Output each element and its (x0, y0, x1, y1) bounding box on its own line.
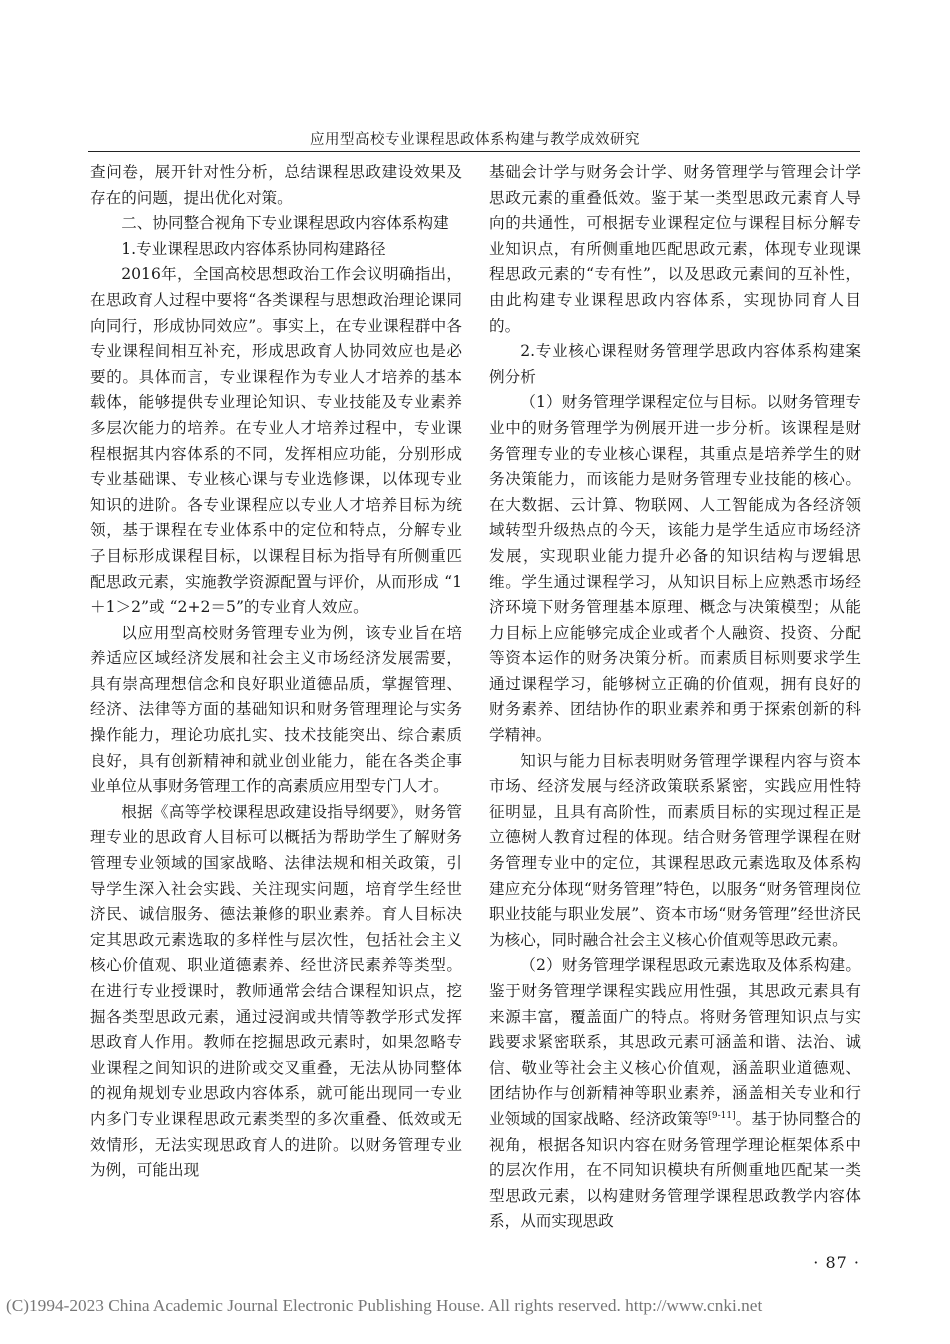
section-heading: 二、协同整合视角下专业课程思政内容体系构建 (121, 214, 449, 233)
paragraph-with-citation (489, 953, 861, 1235)
page-number: · 87 · (813, 1253, 860, 1272)
paragraph: 以应用型高校财务管理专业为例，该专业旨在培养适应区域经济发展和社会主义市场经济发展需要，具有崇高理想信念和良好职业道德品质，掌握管理、经济、法律等方面的基础知识和财务管理理论与实务操作能力，理论功底扎实、技术技能突出、综合素质良好，具有创新精神和就业创业能力，能在各类企事业单位从事财务管理工作的高素质应用型专门人才。 (90, 623, 462, 796)
subsection-heading: 2.专业核心课程财务管理学思政内容体系构建案例分析 (489, 342, 861, 386)
paragraph-text: 。基于协同整合的视角，根据各知识内容在财务管理学理论框架体系中的层次作用，在不同知识模块有所侧重地匹配某一类型思政元素，以构建财务管理学课程思政教学内容体系，从而实现思政 (489, 1109, 861, 1231)
paragraph: （1）财务管理学课程定位与目标。以财务管理专业中的财务管理学为例展开进一步分析。该课程是财务管理专业的专业核心课程，其重点是培养学生的财务决策能力，而该能力是财务管理专业技能的核心。在大数据、云计算、物联网、人工智能成为各经济领域转型升级热点的今天，该能力是学生适应市场经济发展，实现职业能力提升必备的知识结构与逻辑思维。学生通过课程学习，从知识目标上应熟悉市场经济环境下财务管理基本原理、概念与决策模型；从能力目标上应能够完成企业或者个人融资、投资、分配等资本运作的财务决策分析。而素质目标则要求学生通过课程学习，能够树立正确的价值观，拥有良好的财务素养、团结协作的职业素养和勇于探索创新的科学精神。 (489, 393, 861, 745)
paragraph: 2016年，全国高校思想政治工作会议明确指出，在思政育人过程中要将“各类课程与思想政治理论课同向同行，形成协同效应”。事实上，在专业课程群中各专业课程间相互补充，形成思政育人协同效应也是必要的。具体而言，专业课程作为专业人才培养的基本载体，能够提供专业理论知识、专业技能及专业素养多层次能力的培养。在专业人才培养过程中，专业课程根据其内容体系的不同，发挥相应功能，分别形成专业基础课、专业核心课与专业选修课，以体现专业知识的进阶。各专业课程应以专业人才培养目标为统领，基于课程在专业体系中的定位和特点，分解专业子目标形成课程目标，以课程目标为指导有所侧重匹配思政元素，实施教学资源配置与评价，从而形成 “1＋1＞2”或 “2+2＝5”的专业育人效应。 (90, 265, 462, 617)
left-column (90, 160, 462, 1184)
right-column (489, 160, 861, 1235)
paragraph: 知识与能力目标表明财务管理学课程内容与资本市场、经济发展与经济政策联系紧密，实践应用性特征明显，且具有高阶性，而素质目标的实现过程正是立德树人教育过程的体现。结合财务管理学课程在财务管理专业中的定位，其课程思政元素选取及体系构建应充分体现“财务管理”特色，以服务“财务管理岗位职业技能与职业发展”、资本市场“财务管理”经世济民为核心，同时融合社会主义核心价值观等思政元素。 (489, 751, 861, 949)
copyright-footer: (C)1994-2023 China Academic Journal Electronic Publishing House. All rights reserved. http://www.cnki.net (6, 1296, 763, 1315)
paragraph-carryover: 基础会计学与财务会计学、财务管理学与管理会计学思政元素的重叠低效。鉴于某一类型思政元素育人导向的共通性，可根据专业课程定位与课程目标分解专业知识点，有所侧重地匹配思政元素，体现专业现课程思政元素的“专有性”，以及思政元素间的互补性，由此构建专业课程思政内容体系，实现协同育人目的。 (489, 163, 861, 335)
citation-marker: [9-11] (708, 1110, 736, 1121)
header-rule (88, 151, 860, 152)
paragraph-carryover: 查问卷，展开针对性分析，总结课程思政建设效果及存在的问题，提出优化对策。 (90, 163, 462, 207)
paragraph: 根据《高等学校课程思政建设指导纲要》，财务管理专业的思政育人目标可以概括为帮助学生了解财务管理专业领域的国家战略、法律法规和相关政策，引导学生深入社会实践、关注现实问题，培育学生经世济民、诚信服务、德法兼修的职业素养。育人目标决定其思政元素选取的多样性与层次性，包括社会主义核心价值观、职业道德素养、经世济民素养等类型。在进行专业授课时，教师通常会结合课程知识点，挖掘各类型思政元素，通过浸润或共情等教学形式发挥思政育人作用。教师在挖掘思政元素时，如果忽略专业课程之间知识的进阶或交叉重叠，无法从协同整体的视角规划专业思政内容体系，就可能出现同一专业内多门专业课程思政元素类型的多次重叠、低效或无效情形，无法实现思政育人的进阶。以财务管理专业为例，可能出现 (90, 802, 462, 1180)
running-title: 应用型高校专业课程思政体系构建与教学成效研究 (310, 132, 640, 148)
subsection-heading: 1.专业课程思政内容体系协同构建路径 (121, 239, 386, 258)
paragraph-text: （2）财务管理学课程思政元素选取及体系构建。鉴于财务管理学课程实践应用性强，其思政元素具有来源丰富，覆盖面广的特点。将财务管理知识点与实践要求紧密联系，其思政元素可涵盖和谐、法治、诚信、敬业等社会主义核心价值观，涵盖职业道德观、团结协作与创新精神等职业素养，涵盖相关专业和行业领域的国家战略、经济政策等 (489, 956, 861, 1128)
